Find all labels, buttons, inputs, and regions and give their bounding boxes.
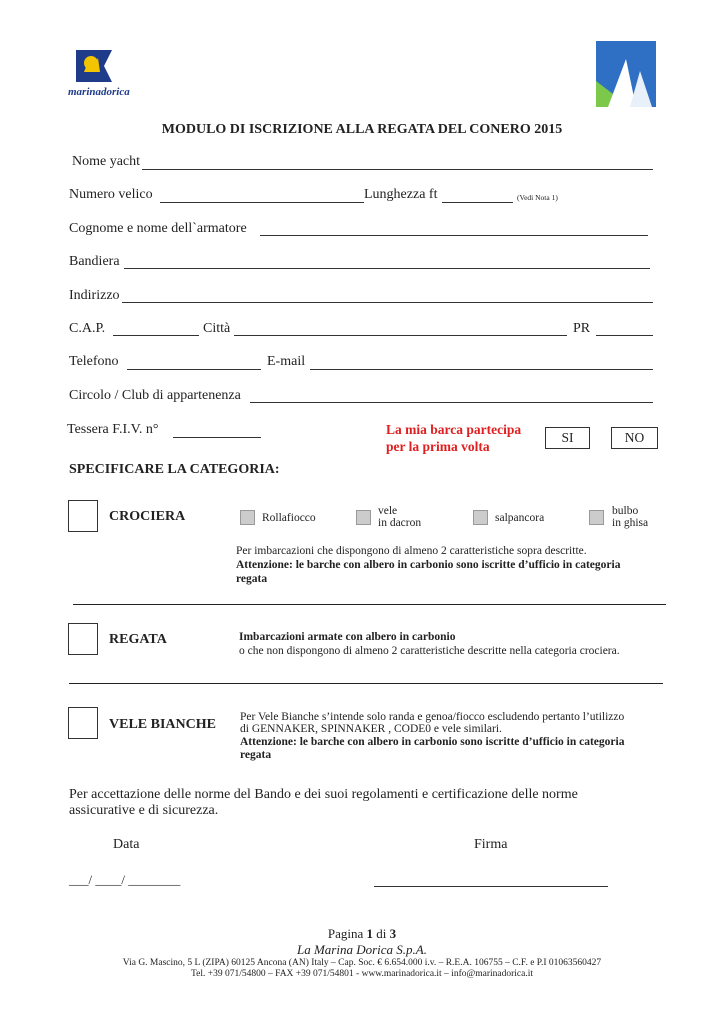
salpancora-checkbox[interactable] xyxy=(473,510,488,525)
vele-bianche-line-3: Attenzione: le barche con albero in carbonio sono iscritte d’ufficio in categoria xyxy=(240,736,625,748)
divider-1 xyxy=(73,604,666,605)
flag-logo-icon xyxy=(74,48,114,84)
bulbo-ghisa-label-2: in ghisa xyxy=(612,517,649,529)
vedi-nota-label: (Vedi Nota 1) xyxy=(517,193,558,202)
date-field[interactable]: ___/ ____/ ________ xyxy=(69,872,181,887)
cognome-field[interactable] xyxy=(260,235,648,236)
sail-logo-icon xyxy=(596,41,656,107)
bandiera-field[interactable] xyxy=(124,268,650,269)
rollafiocco-label: Rollafiocco xyxy=(262,512,316,524)
crociera-note-1: Per imbarcazioni che dispongono di almeno 2 caratteristiche sopra descritte. xyxy=(236,545,587,557)
vele-bianche-line-2: di GENNAKER, SPINNAKER , CODE0 e vele similari. xyxy=(240,723,502,735)
data-label: Data xyxy=(113,837,140,852)
telefono-field[interactable] xyxy=(127,369,261,370)
telefono-label: Telefono xyxy=(69,354,119,369)
cognome-label: Cognome e nome dell`armatore xyxy=(69,221,247,236)
citta-field[interactable] xyxy=(234,335,567,336)
sail-logo xyxy=(596,41,656,107)
firma-field[interactable] xyxy=(374,886,608,887)
pr-label: PR xyxy=(573,321,591,336)
tessera-label: Tessera F.I.V. n° xyxy=(67,422,159,437)
page-num: 1 xyxy=(366,926,373,941)
regata-line-1: Imbarcazioni armate con albero in carbonio xyxy=(239,631,456,643)
cap-label: C.A.P. xyxy=(69,321,106,336)
vele-dacron-label-1: vele xyxy=(378,505,398,517)
company-name: La Marina Dorica S.p.A. xyxy=(297,942,427,957)
crociera-note-3: regata xyxy=(236,573,268,585)
salpancora-label: salpancora xyxy=(495,512,545,524)
page-number xyxy=(0,926,724,942)
footer-address: Via G. Mascino, 5 L (ZIPA) 60125 Ancona (AN) Italy – Cap. Soc. € 6.654.000 i.v. – R.E.A. 106755 – C.F. e P.I 01063560427 xyxy=(122,958,602,968)
vele-bianche-line-1: Per Vele Bianche s’intende solo randa e genoa/fiocco escludendo pertanto l’utilizzo xyxy=(240,711,625,723)
page-title: MODULO DI ISCRIZIONE ALLA REGATA DEL CONERO 2015 xyxy=(161,122,563,137)
nome-yacht-label: Nome yacht xyxy=(72,154,141,169)
vele-bianche-checkbox[interactable] xyxy=(68,707,98,739)
vele-dacron-checkbox[interactable] xyxy=(356,510,371,525)
regata-checkbox[interactable] xyxy=(68,623,98,655)
footer-contacts: Tel. +39 071/54800 – FAX +39 071/54801 - www.marinadorica.it – info@marinadorica.it xyxy=(191,969,533,979)
page-prefix: Pagina xyxy=(327,926,367,941)
crociera-checkbox[interactable] xyxy=(68,500,98,532)
rollafiocco-checkbox[interactable] xyxy=(240,510,255,525)
accettazione-line-1: Per accettazione delle norme del Bando e dei suoi regolamenti e certificazione delle norme xyxy=(69,787,578,802)
bulbo-ghisa-checkbox[interactable] xyxy=(589,510,604,525)
crociera-note-2: Attenzione: le barche con albero in carbonio sono iscritte d’ufficio in categoria xyxy=(236,559,621,571)
accettazione-line-2: assicurative e di sicurezza. xyxy=(69,803,219,818)
page-of: di xyxy=(373,926,390,941)
circolo-field[interactable] xyxy=(250,402,653,403)
lunghezza-field[interactable] xyxy=(442,202,513,203)
vele-bianche-label: VELE BIANCHE xyxy=(109,717,216,732)
cap-field[interactable] xyxy=(113,335,199,336)
numero-velico-label: Numero velico xyxy=(69,187,153,202)
bandiera-label: Bandiera xyxy=(69,254,120,269)
email-label: E-mail xyxy=(267,354,306,369)
regata-label: REGATA xyxy=(109,632,167,647)
email-field[interactable] xyxy=(310,369,653,370)
crociera-label: CROCIERA xyxy=(109,509,186,524)
page-total: 3 xyxy=(389,926,397,941)
vele-dacron-label-2: in dacron xyxy=(378,517,422,529)
prima-volta-line1: La mia barca partecipa xyxy=(386,422,522,437)
vele-bianche-line-4: regata xyxy=(240,749,272,761)
nome-yacht-field[interactable] xyxy=(142,169,653,170)
prima-volta-line2: per la prima volta xyxy=(386,439,490,454)
indirizzo-field[interactable] xyxy=(122,302,653,303)
pr-field[interactable] xyxy=(596,335,653,336)
bulbo-ghisa-label-1: bulbo xyxy=(612,505,639,517)
lunghezza-label: Lunghezza ft xyxy=(364,187,438,202)
regata-line-2: o che non dispongono di almeno 2 caratteristiche descritte nella categoria crociera. xyxy=(239,645,620,657)
firma-label: Firma xyxy=(474,837,508,852)
circolo-label: Circolo / Club di appartenenza xyxy=(69,388,241,403)
no-checkbox[interactable]: NO xyxy=(611,427,658,449)
divider-2 xyxy=(69,683,663,684)
numero-velico-field[interactable] xyxy=(160,202,364,203)
logo-text: marinadorica xyxy=(68,86,130,98)
indirizzo-label: Indirizzo xyxy=(69,288,120,303)
categoria-heading: SPECIFICARE LA CATEGORIA: xyxy=(69,462,280,477)
citta-label: Città xyxy=(203,321,231,336)
si-checkbox[interactable]: SI xyxy=(545,427,590,449)
tessera-field[interactable] xyxy=(173,437,261,438)
marinadorica-logo xyxy=(68,48,140,98)
